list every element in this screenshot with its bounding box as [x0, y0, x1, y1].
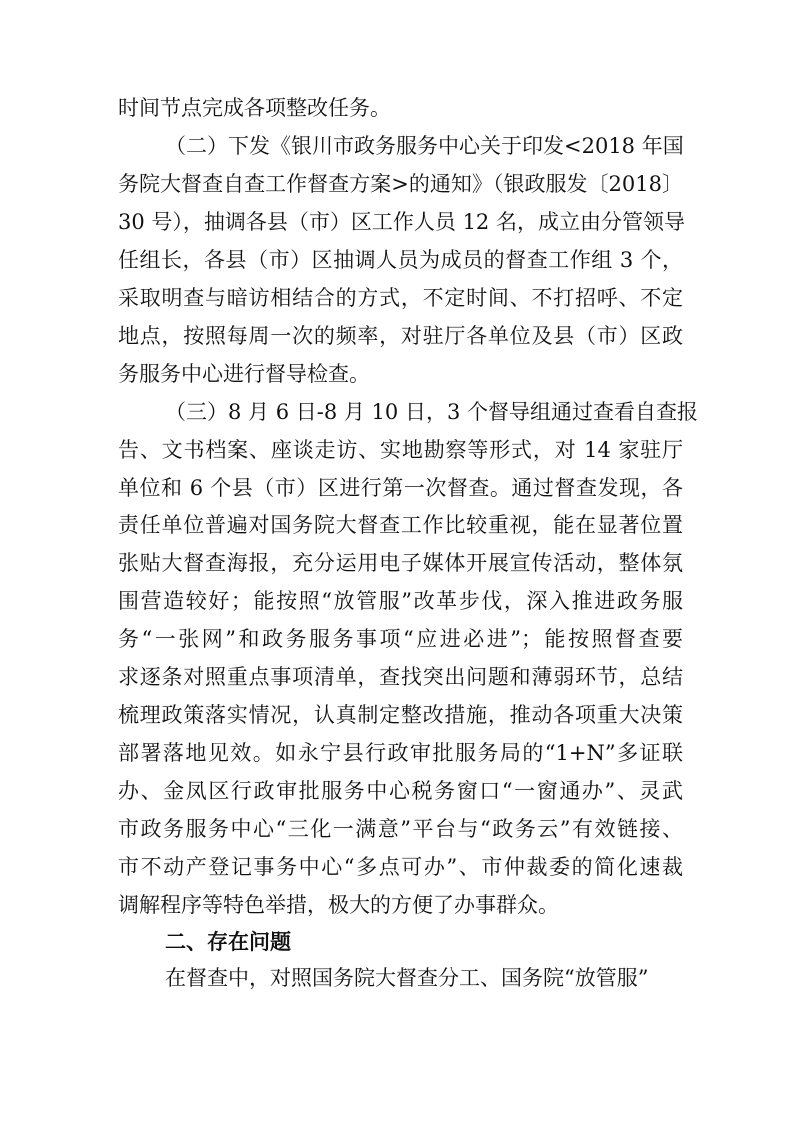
section-heading: 二、存在问题	[165, 930, 291, 954]
paragraph-3-line-7: 务“一张网”和政务服务事项“应进必进”；能按照督查要	[118, 627, 683, 651]
paragraph-3-line-3: 单位和 6 个县（市）区进行第一次督查。通过督查发现，各	[118, 476, 683, 500]
paragraph-3-line-14: 调解程序等特色举措，极大的方便了办事群众。	[118, 893, 559, 917]
paragraph-2-line-3: 30 号），抽调各县（市）区工作人员 12 名，成立由分管领导	[118, 210, 685, 234]
paragraph-2-line-1: （二）下发《银川市政务服务中心关于印发<2018 年国	[165, 134, 684, 158]
paragraph-3-line-5: 张贴大督查海报，充分运用电子媒体开展宣传活动，整体氛	[118, 551, 683, 575]
section-first-line: 在督查中，对照国务院大督查分工、国务院“放管服”	[165, 966, 649, 990]
paragraph-2-line-4: 任组长，各县（市）区抽调人员为成员的督查工作组 3 个，	[118, 248, 683, 272]
paragraph-3-line-11: 办、金凤区行政审批服务中心税务窗口“一窗通办”、灵武	[118, 779, 683, 803]
paragraph-3-line-12: 市政务服务中心“三化一满意”平台与“政务云”有效链接、	[118, 817, 683, 841]
paragraph-2-line-5: 采取明查与暗访相结合的方式，不定时间、不打招呼、不定	[118, 286, 683, 310]
paragraph-2-line-6: 地点，按照每周一次的频率，对驻厅各单位及县（市）区政	[118, 324, 683, 348]
paragraph-3-line-8: 求逐条对照重点事项清单，查找突出问题和薄弱环节，总结	[118, 665, 683, 689]
paragraph-3-line-9: 梳理政策落实情况，认真制定整改措施，推动各项重大决策	[118, 703, 683, 727]
paragraph-3-line-2: 告、文书档案、座谈走访、实地勘察等形式，对 14 家驻厅	[118, 438, 683, 462]
paragraph-3-line-10: 部署落地见效。如永宁县行政审批服务局的“1+N”多证联	[118, 741, 683, 765]
paragraph-3-line-6: 围营造较好；能按照“放管服”改革步伐，深入推进政务服	[118, 589, 683, 613]
paragraph-2-line-2: 务院大督查自查工作督查方案>的通知》（银政服发〔2018〕	[118, 172, 683, 196]
paragraph-1-line-1: 时间节点完成各项整改任务。	[118, 96, 391, 120]
paragraph-3-line-13: 市不动产登记事务中心“多点可办”、市仲裁委的简化速裁	[118, 855, 683, 879]
paragraph-3-line-1: （三）8 月 6 日-8 月 10 日，3 个督导组通过查看自查报	[165, 400, 698, 424]
paragraph-2-line-7: 务服务中心进行督导检查。	[118, 362, 370, 386]
paragraph-3-line-4: 责任单位普遍对国务院大督查工作比较重视，能在显著位置	[118, 513, 683, 537]
